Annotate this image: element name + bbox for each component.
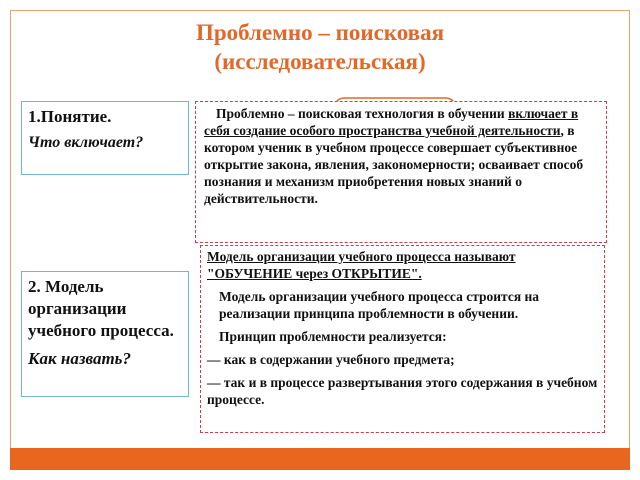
model-description-box xyxy=(200,245,605,433)
principle-realization-text: Принцип проблемности реализуется: xyxy=(219,329,447,344)
definition-text-underlined: включает в себя создание особого пространства учебной деятельности xyxy=(204,106,579,138)
concept-question: Что включает? xyxy=(28,134,144,151)
principle-point-process: — так и в процессе развертывания этого содержания в учебном процессе. xyxy=(207,375,598,407)
definition-text-part2: , в котором ученик в учебном процессе совершает субъективное открытие закона, явления, закономерности; осваивает способ познания и механизм приобретения новых знаний о действительности. xyxy=(204,123,584,206)
title-line-1: Проблемно – поисковая xyxy=(195,20,445,45)
concept-box xyxy=(21,101,189,175)
model-heading: 2. Модель организации учебного процесса. xyxy=(28,277,174,340)
principle-point-content: — как в содержании учебного предмета; xyxy=(207,352,455,367)
model-principle-text: Модель организации учебного процесса строится на реализации принципа проблемности в обучении. xyxy=(219,289,540,321)
slide-title xyxy=(60,18,580,76)
definition-text-part1: Проблемно – поисковая технология в обучении xyxy=(216,106,509,121)
model-question: Как назвать? xyxy=(28,349,131,368)
title-line-2: (исследовательская) xyxy=(214,49,426,74)
model-box xyxy=(21,271,189,397)
definition-box xyxy=(195,101,607,243)
bottom-accent-bar xyxy=(10,448,630,470)
model-name-text: Модель организации учебного процесса называют "ОБУЧЕНИЕ через ОТКРЫТИЕ". xyxy=(207,249,516,281)
concept-heading: 1.Понятие. xyxy=(28,107,112,126)
